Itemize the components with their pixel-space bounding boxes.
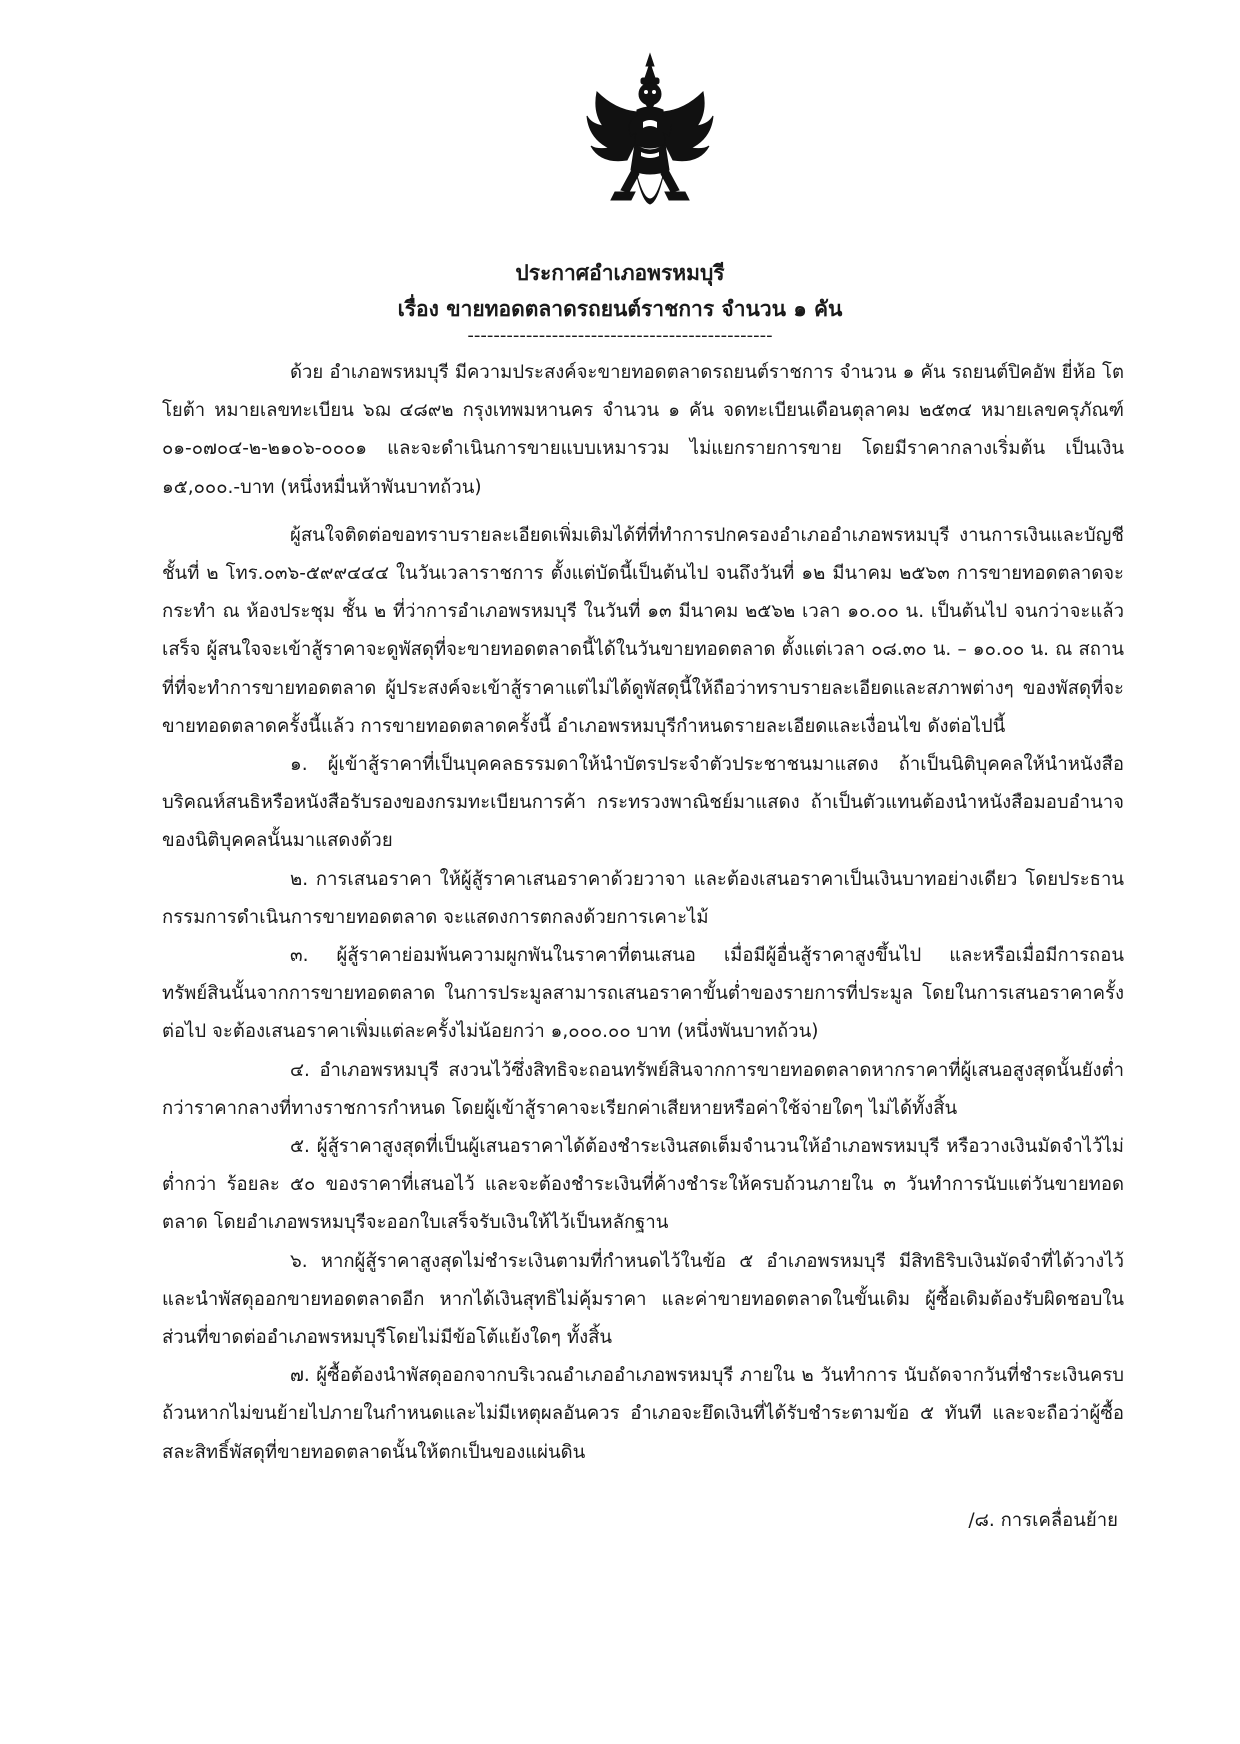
condition-item: ๕. ผู้สู้ราคาสูงสุดที่เป็นผู้เสนอราคาได้ต้องชำระเงินสดเต็มจำนวนให้อำเภอพรหมบุรี หรือวางเงินมัดจำไว้ไม่ต่ำกว่า ร้อยละ ๕๐ ของราคาที่เสนอไว้ และจะต้องชำระเงินที่ค้างชำระให้ครบถ้วนภายใน ๓ วันทำการนับแต่วันขายทอดตลาด โดยอำเภอพรหมบุรีจะออกใบเสร็จรับเงินให้ไว้เป็นหลักฐาน [162, 1136, 1124, 1234]
announcement-title: ประกาศอำเภอพรหมบุรี [515, 261, 725, 285]
condition-item: ๓. ผู้สู้ราคาย่อมพ้นความผูกพันในราคาที่ตนเสนอ เมื่อมีผู้อื่นสู้ราคาสูงขึ้นไป และหรือเมื่อมีการถอนทรัพย์สินนั้นจากการขายทอดตลาด ในการประมูลสามารถเสนอราคาขั้นต่ำของรายการที่ประมูล โดยในการเสนอราคาครั้งต่อไป จะต้องเสนอราคาเพิ่มแต่ละครั้งไม่น้อยกว่า ๑,๐๐๐.๐๐ บาท (หนึ่งพันบาทถ้วน) [162, 945, 1124, 1043]
contact-paragraph: ผู้สนใจติดต่อขอทราบรายละเอียดเพิ่มเติมได้ที่ที่ทำการปกครองอำเภออำเภอพรหมบุรี งานการเงินและบัญชี ชั้นที่ ๒ โทร.๐๓๖-๕๙๙๔๔๔ ในวันเวลาราชการ ตั้งแต่บัดนี้เป็นต้นไป จนถึงวันที่ ๑๒ มีนาคม ๒๕๖๓ การขายทอดตลาดจะกระทำ ณ ห้องประชุม ชั้น ๒ ที่ว่าการอำเภอพรหมบุรี ในวันที่ ๑๓ มีนาคม ๒๕๖๒ เวลา ๑๐.๐๐ น. เป็นต้นไป จนกว่าจะแล้วเสร็จ ผู้สนใจจะเข้าสู้ราคาจะดูพัสดุที่จะขายทอดตลาดนี้ได้ในวันขายทอดตลาด ตั้งแต่เวลา ๐๘.๓๐ น. – ๑๐.๐๐ น. ณ สถานที่ที่จะทำการขายทอดตลาด ผู้ประสงค์จะเข้าสู้ราคาแต่ไม่ได้ดูพัสดุนี้ให้ถือว่าทราบรายละเอียดและสภาพต่างๆ ของพัสดุที่จะขายทอดตลาดครั้งนี้แล้ว การขายทอดตลาดครั้งนี้ อำเภอพรหมบุรีกำหนดรายละเอียดและเงื่อนไข ดังต่อไปนี้ [162, 524, 1124, 737]
continuation-note: /๘. การเคลื่อนย้าย [968, 1510, 1118, 1531]
intro-paragraph: ด้วย อำเภอพรหมบุรี มีความประสงค์จะขายทอดตลาดรถยนต์ราชการ จำนวน ๑ คัน รถยนต์ปิคอัพ ยี่ห้อ โตโยต้า หมายเลขทะเบียน ๖ฌ ๔๘๙๒ กรุงเทพมหานคร จำนวน ๑ คัน จดทะเบียนเดือนตุลาคม ๒๕๓๔ หมายเลขครุภัณฑ์ ๐๑-๐๗๐๔-๒-๒๑๐๖-๐๐๐๑ และจะดำเนินการขายแบบเหมารวม ไม่แยกรายการขาย โดยมีราคากลางเริ่มต้น เป็นเงิน ๑๕,๐๐๐.-บาท (หนึ่งหมื่นห้าพันบาทถ้วน) [162, 362, 1124, 498]
condition-item: ๖. หากผู้สู้ราคาสูงสุดไม่ชำระเงินตามที่กำหนดไว้ในข้อ ๕ อำเภอพรหมบุรี มีสิทธิริบเงินมัดจำที่ได้วางไว้ และนำพัสดุออกขายทอดตลาดอีก หากได้เงินสุทธิไม่คุ้มราคา และค่าขายทอดตลาดในขั้นเดิม ผู้ซื้อเดิมต้องรับผิดชอบในส่วนที่ขาดต่ออำเภอพรหมบุรีโดยไม่มีข้อโต้แย้งใดๆ ทั้งสิ้น [162, 1250, 1124, 1349]
condition-item: ๗. ผู้ซื้อต้องนำพัสดุออกจากบริเวณอำเภออำเภอพรหมบุรี ภายใน ๒ วันทำการ นับถัดจากวันที่ชำระเงินครบถ้วนหากไม่ขนย้ายไปภายในกำหนดและไม่มีเหตุผลอันควร อำเภอจะยึดเงินที่ได้รับชำระตามข้อ ๕ ทันที และจะถือว่าผู้ซื้อสละสิทธิ์พัสดุที่ขายทอดตลาดนั้นให้ตกเป็นของแผ่นดิน [162, 1365, 1124, 1463]
garuda-emblem-icon [585, 52, 715, 224]
condition-item: ๒. การเสนอราคา ให้ผู้สู้ราคาเสนอราคาด้วยวาจา และต้องเสนอราคาเป็นเงินบาทอย่างเดียว โดยประธานกรรมการดำเนินการขายทอดตลาด จะแสดงการตกลงด้วยการเคาะไม้ [162, 868, 1124, 928]
condition-item: ๑. ผู้เข้าสู้ราคาที่เป็นบุคคลธรรมดาให้นำบัตรประจำตัวประชาชนมาแสดง ถ้าเป็นนิติบุคคลให้นำหนังสือบริคณห์สนธิหรือหนังสือรับรองของกรมทะเบียนการค้า กระทรวงพาณิชย์มาแสดง ถ้าเป็นตัวแทนต้องนำหนังสือมอบอำนาจของนิติบุคคลนั้นมาแสดงด้วย [162, 754, 1124, 852]
title-separator: ----------------------------------------------- [467, 325, 773, 346]
announcement-body [162, 354, 1124, 1472]
announcement-subject: เรื่อง ขายทอดตลาดรถยนต์ราชการ จำนวน ๑ คัน [397, 297, 843, 321]
condition-item: ๔. อำเภอพรหมบุรี สงวนไว้ซึ่งสิทธิจะถอนทรัพย์สินจากการขายทอดตลาดหากราคาที่ผู้เสนอสูงสุดนั้นยังต่ำกว่าราคากลางที่ทางราชการกำหนด โดยผู้เข้าสู้ราคาจะเรียกค่าเสียหายหรือค่าใช้จ่ายใดๆ ไม่ได้ทั้งสิ้น [162, 1059, 1124, 1119]
